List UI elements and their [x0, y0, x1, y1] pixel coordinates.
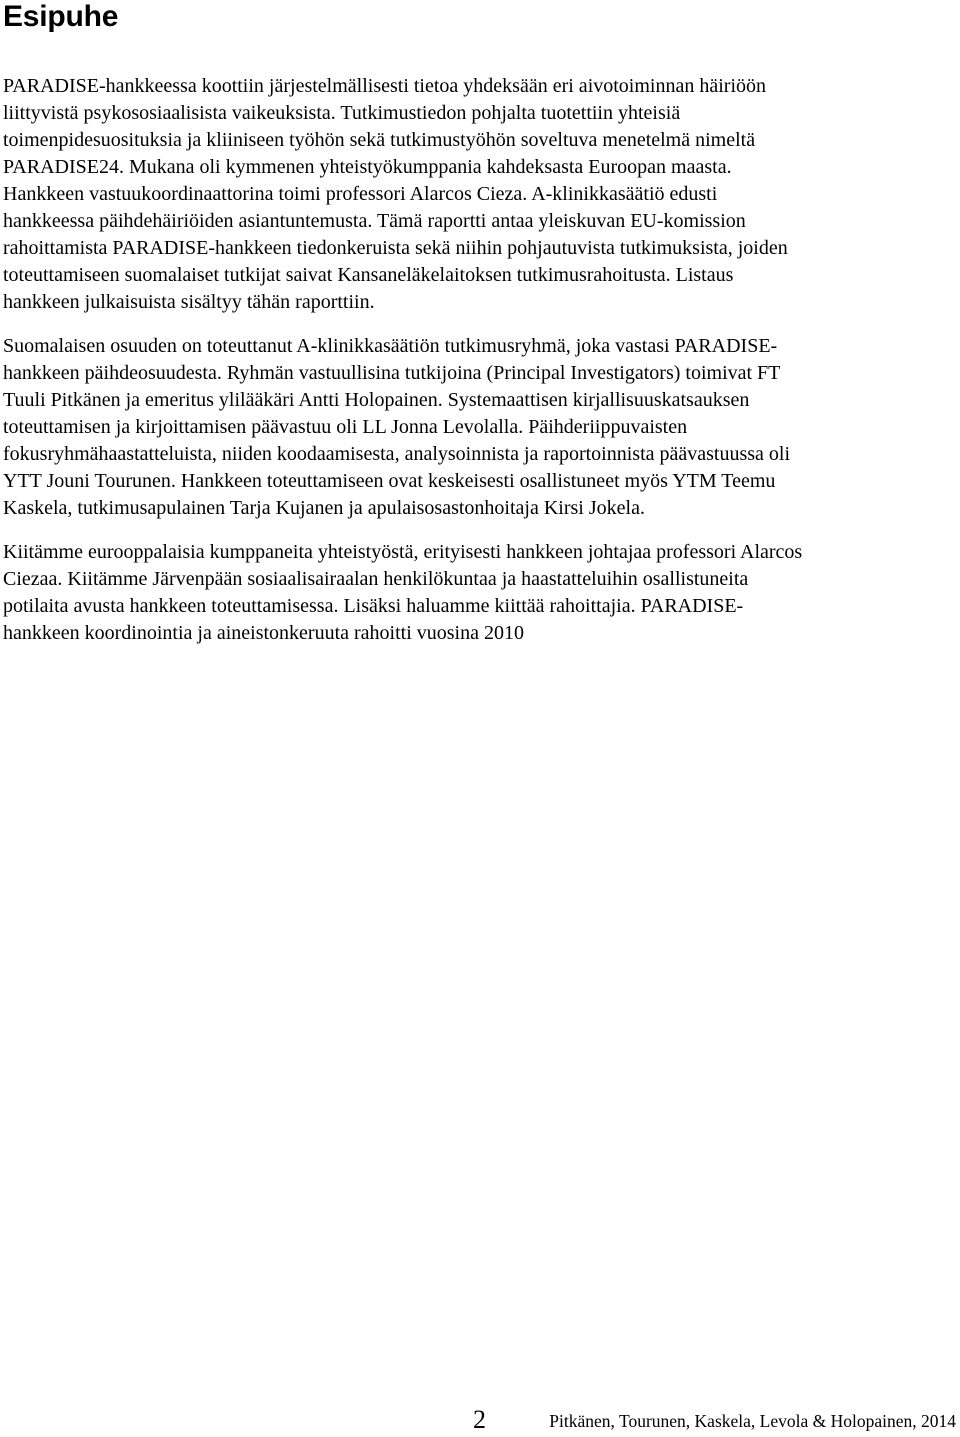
paragraph-spacer — [3, 522, 953, 539]
text-line: liittyvistä psykososiaalisista vaikeuksista. Tutkimustiedon pohjalta tuotettiin yhteisiä — [3, 102, 681, 124]
body-text — [3, 73, 953, 647]
text-line: Hankkeen vastuukoordinaattorina toimi professori Alarcos Cieza. A-klinikkasäätiö edusti — [3, 183, 718, 205]
text-line: hankkeessa päihdehäiriöiden asiantuntemusta. Tämä raportti antaa yleiskuvan EU-komission — [3, 210, 746, 232]
text-line: hankkeen julkaisuista sisältyy tähän raporttiin. — [3, 291, 375, 313]
text-line: PARADISE24. Mukana oli kymmenen yhteistyökumppania kahdeksasta Euroopan maasta. — [3, 156, 732, 178]
text-line: Ciezaa. Kiitämme Järvenpään sosiaalisairaalan henkilökuntaa ja haastatteluihin osallistuneita — [3, 568, 749, 590]
text-line: potilaita avusta hankkeen toteuttamisessa. Lisäksi haluamme kiittää rahoittajia. PARADISE- — [3, 595, 744, 617]
paragraph-spacer — [3, 316, 953, 333]
text-line: Tuuli Pitkänen ja emeritus ylilääkäri Antti Holopainen. Systemaattisen kirjallisuuskatsauksen — [3, 389, 750, 411]
text-line: YTT Jouni Tourunen. Hankkeen toteuttamiseen ovat keskeisesti osallistuneet myös YTM Teemu — [3, 470, 776, 492]
text-line: toteuttamisen ja kirjoittamisen päävastuu oli LL Jonna Levolalla. Päihderiippuvaisten — [3, 416, 688, 438]
text-line: toteuttamiseen suomalaiset tutkijat saivat Kansaneläkelaitoksen tutkimusrahoitusta. Listaus — [3, 264, 734, 286]
text-line: fokusryhmähaastatteluista, niiden koodaamisesta, analysoinnista ja raportoinnista päävastuussa oli — [3, 443, 791, 465]
text-line: Kiitämme eurooppalaisia kumppaneita yhteistyöstä, erityisesti hankkeen johtajaa professori Alarcos — [3, 541, 803, 563]
paragraph-intro — [3, 73, 953, 316]
footer-authors: Pitkänen, Tourunen, Kaskela, Levola & Holopainen, 2014 — [549, 1411, 956, 1431]
paragraph-finnish-team — [3, 333, 953, 522]
text-line: PARADISE-hankkeessa koottiin järjestelmällisesti tietoa yhdeksään eri aivotoiminnan häiriöön — [3, 75, 766, 97]
paragraph-acknowledgements — [3, 539, 953, 647]
text-line: hankkeen koordinointia ja aineistonkeruuta rahoitti vuosina 2010 — [3, 622, 524, 644]
text-line: Kaskela, tutkimusapulainen Tarja Kujanen ja apulaisosastonhoitaja Kirsi Jokela. — [3, 497, 645, 519]
page-number: 2 — [473, 1405, 486, 1434]
text-line: hankkeen päihdeosuudesta. Ryhmän vastuullisina tutkijoina (Principal Investigators) toimivat FT — [3, 362, 781, 384]
text-line: rahoittamista PARADISE-hankkeen tiedonkeruista sekä niihin pohjautuvista tutkimuksista, joiden — [3, 237, 788, 259]
page-title: Esipuhe — [3, 0, 119, 33]
text-line: Suomalaisen osuuden on toteuttanut A-klinikkasäätiön tutkimusryhmä, joka vastasi PARADISE- — [3, 335, 778, 357]
text-line: toimenpidesuosituksia ja kliiniseen työhön sekä tutkimustyöhön soveltuva menetelmä nimeltä — [3, 129, 756, 151]
